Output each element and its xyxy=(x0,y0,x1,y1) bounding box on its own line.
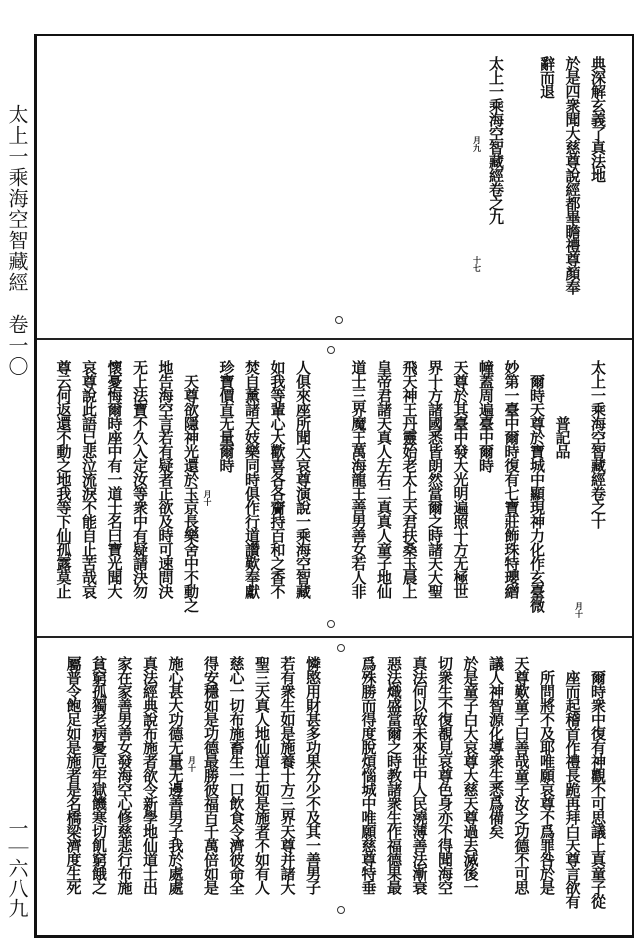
text-column: 天尊欲隱神光還於玉京長樂舍中不動之 xyxy=(182,360,200,612)
text-column: 妙第一臺中爾時復有七寶莊飾珠特瓔繒 xyxy=(502,360,521,598)
section-top xyxy=(37,36,632,336)
margin-note: 月十 xyxy=(203,490,213,506)
section-middle xyxy=(37,338,632,640)
text-column: 飛天神王丹靈始老太上天君扶桑玉晨上 xyxy=(400,360,419,598)
text-column: 天尊歎童子曰善哉童子汝之功德不可思 xyxy=(512,656,531,894)
margin-page-number: 一｜六八九 xyxy=(5,818,29,918)
text-column: 普記品 xyxy=(553,360,572,458)
text-column: 切衆生不復覩見哀尊色身亦不得聞海空 xyxy=(436,656,454,894)
text-column: 无上法寶不久入定汝等衆中有疑請決勿 xyxy=(131,360,149,598)
text-column: 珍寶價直无量爾時 xyxy=(217,360,236,472)
text-columns xyxy=(50,360,610,642)
margin-note: 十七 xyxy=(472,256,483,272)
text-column: 哀尊說此語已悲泣流淚不能自止苦哉哀 xyxy=(80,360,98,598)
text-column: 若有衆生如是施養十方三界天尊并諸大 xyxy=(278,656,297,894)
text-column: 憐愍用財甚多功果分少不及其一善男子 xyxy=(304,656,322,894)
text-column: 慈心一切布施畜生一口飲食令濟彼命全 xyxy=(227,656,246,894)
text-column: 座而起稽首作禮長跪再拜白天尊言欲有 xyxy=(563,656,582,908)
text-column: 太上一乘海空智藏經卷之九 xyxy=(487,56,505,224)
text-column: 施心甚大功德无量无邊善男子我於處處 xyxy=(166,656,185,894)
circle-mark-icon xyxy=(337,906,345,914)
page-frame xyxy=(34,34,634,938)
text-column: 界十方諸國悉皆朗然當爾之時諸天大聖 xyxy=(426,360,444,598)
text-column: 聖三天真人地仙道士如是施者不如有人 xyxy=(253,656,271,894)
text-column: 人俱來座所聞大哀尊演說一乘海空智藏 xyxy=(294,360,312,598)
text-column: 懷憂悔爾時座中有一道士名曰寶光聞大 xyxy=(105,360,124,598)
circle-mark-icon xyxy=(337,644,345,652)
text-column: 惡法熾盛當爾之時教諸衆生作福德果最 xyxy=(385,656,403,894)
section-bottom xyxy=(37,636,632,938)
margin-note: 月十 xyxy=(574,602,585,618)
text-column: 爾時衆中復有神觀不可思議上真童子從 xyxy=(589,656,607,908)
margin-note: 月十 xyxy=(187,756,198,772)
text-column: 於是四衆聞大慈尊說經都畢瞻禮尊顏奉 xyxy=(563,56,582,294)
text-column: 爾時天尊於寶城中顯現神力化作玄臺微 xyxy=(528,360,546,612)
text-column: 真法何以故未來世中人民澆薄善法漸衰 xyxy=(410,656,429,894)
text-column: 所問將不及耶唯願哀尊不爲罪咎於是 xyxy=(538,656,556,894)
text-column: 屬普令飽足如是施者是名橋梁濟度生死 xyxy=(64,656,83,894)
text-column: 於是童子白大哀尊大慈天尊過去滅後一 xyxy=(461,656,480,894)
text-column: 天尊於其臺中發大光明遍照十方无極世 xyxy=(451,360,470,598)
text-column: 皇帝君諸天真人左右二真真人童子地仙 xyxy=(375,360,393,598)
circle-mark-icon xyxy=(327,346,335,354)
circle-mark-icon xyxy=(335,316,343,324)
circle-mark-icon xyxy=(327,620,335,628)
text-column: 典深解玄義了真法地 xyxy=(589,56,607,182)
text-column: 辭而退 xyxy=(538,56,556,98)
margin-book-title: 太上一乘海空智藏經 卷一〇 xyxy=(5,104,29,377)
text-column: 幢蓋周遍臺中爾時 xyxy=(477,360,495,472)
text-column: 家在家善男善女發海空心修慈悲行布施 xyxy=(115,656,134,894)
text-column: 道士三界魔王萬海龍王善男善女若人非 xyxy=(349,360,368,598)
text-column: 地告海空言若有疑者正欲及時可速問決 xyxy=(156,360,175,598)
text-column: 焚自薰諸天妓樂同時俱作行道讚歎奉獻 xyxy=(243,360,261,598)
text-column: 真法經典說布施者欲令新學地仙道士出 xyxy=(141,656,159,894)
text-column: 貧窮孤獨老病憂厄牢獄饑寒切飢窮餓之 xyxy=(90,656,108,894)
text-column: 尊云何返還不動之地我等下仙孤露莫止 xyxy=(54,360,73,598)
text-column: 爲殊勝而得度脫煩惱城中唯願慈尊特垂 xyxy=(359,656,378,894)
text-columns xyxy=(473,56,611,338)
note-slot xyxy=(575,360,585,642)
margin-note: 月九 xyxy=(472,136,483,152)
note-slot xyxy=(473,56,483,338)
note-slot xyxy=(203,360,213,642)
text-columns xyxy=(60,656,610,938)
text-column: 如我等輩心大歡喜各各齎持百和之香不 xyxy=(268,360,287,598)
text-column: 議人神智源化導衆生悉爲備矣 xyxy=(487,656,505,838)
text-column: 太上一乘海空智藏經卷之十 xyxy=(589,360,607,528)
text-column: 得安穩如是功德最勝彼福百千萬倍如是 xyxy=(202,656,220,894)
note-slot xyxy=(188,656,198,938)
